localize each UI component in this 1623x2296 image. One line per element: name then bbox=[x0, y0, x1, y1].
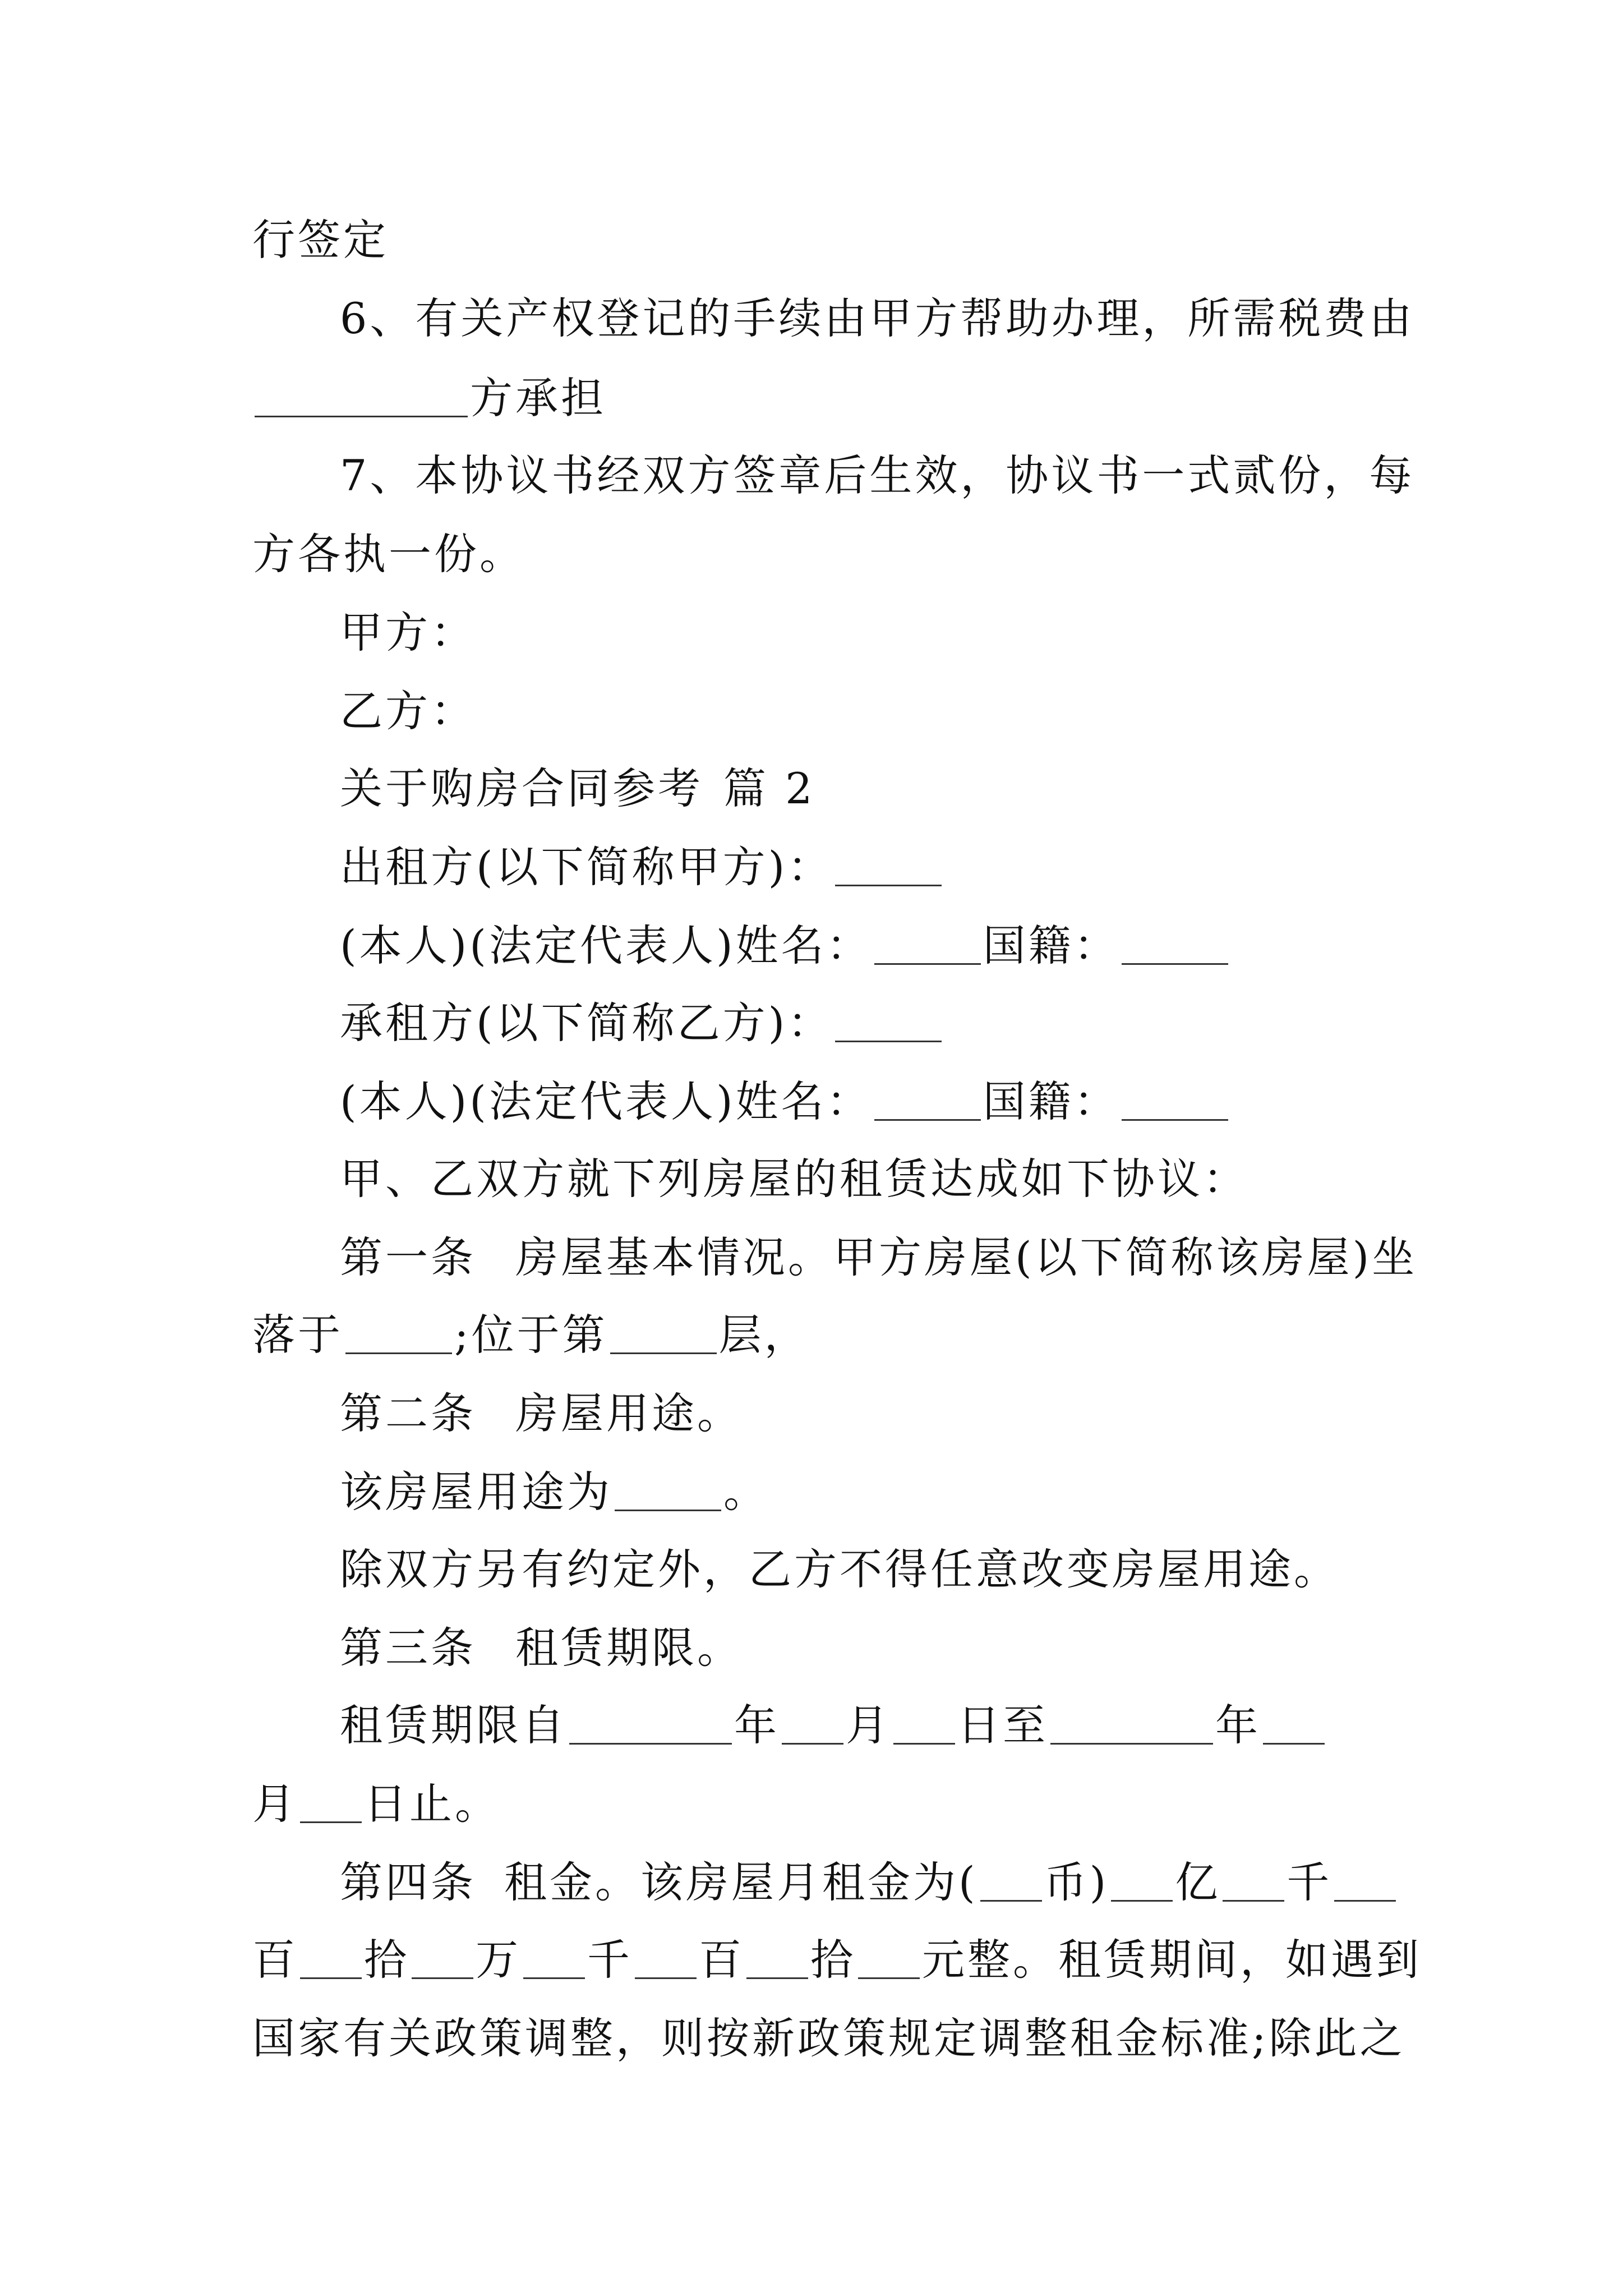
blank-underline bbox=[1111, 1866, 1173, 1902]
text-line: 月 日止。 bbox=[252, 1779, 500, 1829]
blank-underline bbox=[980, 1866, 1042, 1902]
blank-underline bbox=[874, 1085, 981, 1121]
text-line: 第四条 租金。该房屋月租金为( 币) 亿 千 bbox=[340, 1855, 1473, 1911]
text-line: 行签定 bbox=[252, 215, 389, 265]
blank-underline bbox=[1263, 1709, 1325, 1745]
blank-underline bbox=[1334, 1866, 1396, 1902]
text-line: 国家有关政策调整，则按新政策规定调整租金标准;除此之 bbox=[252, 2013, 1405, 2063]
blank-underline bbox=[746, 1944, 808, 1979]
text-line: 租赁期限自 年 月 日至 年 bbox=[340, 1697, 1473, 1754]
text-line: 6、有关产权登记的手续由甲方帮助办理，所需税费由 bbox=[340, 293, 1415, 343]
blank-underline bbox=[523, 1944, 585, 1979]
signature-party-a: 甲方： bbox=[340, 608, 476, 657]
text-line: 方承担 bbox=[252, 370, 1385, 426]
text-line: 百 拾 万 千 百 拾 元整。租赁期间，如遇到 bbox=[252, 1935, 1422, 1985]
text-line: (本人)(法定代表人)姓名： 国籍： bbox=[340, 1074, 1473, 1130]
blank-underline bbox=[412, 1944, 473, 1979]
text-line: 方各执一份。 bbox=[252, 529, 525, 579]
blank-underline bbox=[569, 1709, 732, 1745]
text-line: 落于 ;位于第 层， bbox=[252, 1310, 810, 1360]
blank-underline bbox=[1223, 1866, 1284, 1902]
text-line: 第三条 租赁期限。 bbox=[340, 1623, 743, 1673]
blank-underline bbox=[1050, 1709, 1213, 1745]
blank-underline bbox=[345, 1319, 452, 1354]
section-heading: 关于购房合同参考 篇 2 bbox=[340, 763, 815, 813]
blank-underline bbox=[874, 930, 981, 965]
blank-underline bbox=[1122, 1085, 1228, 1121]
text-line: 甲、乙双方就下列房屋的租赁达成如下协议： bbox=[340, 1154, 1248, 1204]
blank-underline bbox=[835, 851, 942, 886]
blank-underline bbox=[255, 382, 468, 417]
text-line: 出租方(以下简称甲方)： bbox=[340, 839, 1473, 895]
blank-underline bbox=[782, 1709, 843, 1745]
text-line: 该房屋用途为 。 bbox=[340, 1467, 769, 1517]
blank-underline bbox=[300, 1788, 362, 1823]
text-line: 承租方(以下简称乙方)： bbox=[340, 995, 1473, 1051]
blank-underline bbox=[610, 1319, 717, 1354]
text-line: 第二条 房屋用途。 bbox=[340, 1388, 743, 1438]
blank-underline bbox=[893, 1709, 955, 1745]
blank-underline bbox=[615, 1476, 721, 1511]
blank-underline bbox=[858, 1944, 920, 1979]
blank-underline bbox=[1122, 930, 1228, 965]
text-line: (本人)(法定代表人)姓名： 国籍： bbox=[340, 918, 1473, 974]
blank-underline bbox=[300, 1944, 362, 1979]
text-line: 第一条 房屋基本情况。甲方房屋(以下简称该房屋)坐 bbox=[340, 1232, 1418, 1282]
blank-underline bbox=[635, 1944, 697, 1979]
blank-underline bbox=[835, 1007, 942, 1042]
text-line: 除双方另有约定外，乙方不得任意改变房屋用途。 bbox=[340, 1544, 1339, 1594]
text-line: 7、本协议书经双方签章后生效，协议书一式贰份，每 bbox=[340, 450, 1415, 500]
signature-party-b: 乙方： bbox=[340, 686, 476, 736]
